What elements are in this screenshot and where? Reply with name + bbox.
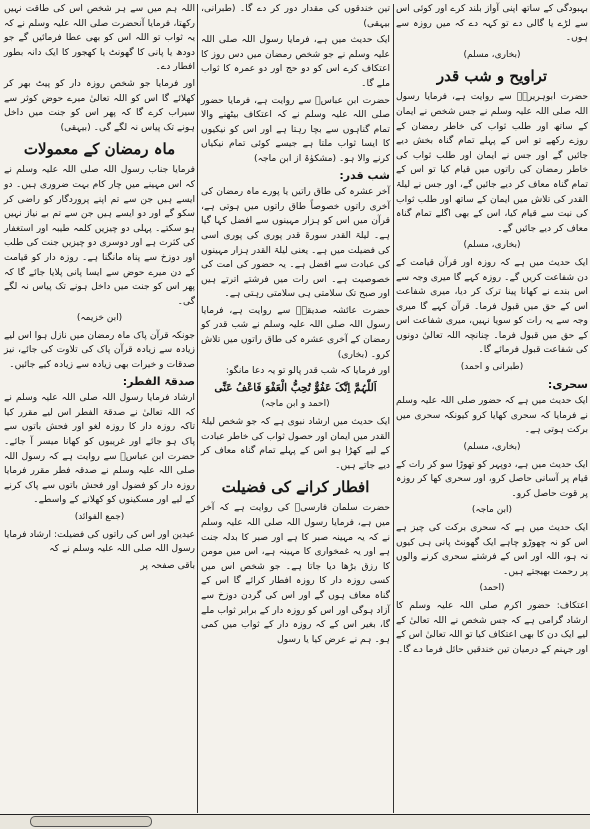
paragraph: ایک حدیث میں ہے کہ حضور صلی اللہ علیہ وسلم نے فرمایا کہ سحری کھایا کرو کیونکہ سحری میں برکت ہوتی ہے۔ xyxy=(396,395,588,436)
section-heading-iftar: افطار کرانے کی فضیلت xyxy=(221,478,370,497)
paragraph: ایک حدیث میں ہے، دوپہر کو تھوڑا سو کر رات کے قیام پر آسانی حاصل کرو، اور سحری کھا کر روزہ پر قوت حاصل کرو۔ xyxy=(396,458,588,499)
paragraph: حضرت ابوہریرہؓ سے روایت ہے، فرمایا رسول اللہ صلی اللہ علیہ وسلم نے جس شخص نے ایمان کے ساتھ اور طلب ثواب کی خاطر رمضان کے روزے رکھے تو اس کے پہلے تمام گناہ بخش دیے جائیں گے اور جس نے ایمان اور طلب ثواب کی خاطر رمضان کی راتوں میں قیام کیا تو اس کے تمام گناہ معاف کر دیے جائیں گے، اور جس نے لیلۃ القدر کی تلاش میں ایمان کے ساتھ اور طلب ثواب کی نیت سے قیام کیا، اس کے بھی اگلے تمام گناہ معاف کر دیے جائیں گے۔ xyxy=(396,91,588,234)
paragraph: آخر عشرہ کی طاق راتیں یا پورے ماہ رمضان کی آخری راتوں خصوصاً طاق راتوں میں ہوتی ہے، قرآن میں اس کو ہزار مہینوں سے افضل کہا گیا ہے۔ لیلۃ القدر سورۃ قدر پوری کی پوری اسی کی فضیلت میں ہے۔ یعنی لیلۃ القدر ہزار مہینوں کی عبادت سے افضل ہے۔ یہ حضور کی امت کی خصوصیت ہے۔ اس رات میں فرشتے اترتے ہیں اور صبح تک سلامتی ہی سلامتی رہتی ہے۔ xyxy=(201,186,390,300)
column-middle xyxy=(199,0,392,815)
paragraph: بہبودگی کے ساتھ اپنی آواز بلند کرے اور کوئی اس سے لڑے یا گالی دے تو کہہ دے کہ میں روزہ سے ہوں۔ xyxy=(396,3,588,44)
paragraph: اللہ ہم میں سے ہر شخص اس کی طاقت نہیں رکھتا، فرمایا آنحضرت صلی اللہ علیہ وسلم نے کہ یہ ثواب تو اللہ اس کو بھی عطا فرمائیں گے جو دودھ یا پانی کا گھونٹ یا کھجور کا ایک دانہ بطور افطار دے۔ xyxy=(4,3,195,73)
footer-ornament xyxy=(30,816,152,827)
section-heading-mamoolat: ماہ رمضان کے معمولات xyxy=(23,140,176,159)
paragraph: حضرت ابن عباسؓ سے روایت ہے، فرمایا حضور صلی اللہ علیہ وسلم نے کہ اعتکاف بیٹھنے والا تمام گناہوں سے بچا رہتا ہے اور اس کو نیکیوں کا ایسا ثواب ملتا ہے جیسے کوئی تمام نیکیاں کرنے والا ہو۔ (مشکوٰۃ از ابن ماجہ) xyxy=(201,94,390,164)
citation: (بخاری، مسلم) xyxy=(463,240,521,251)
paragraph: ارشاد فرمایا رسول اللہ صلی اللہ علیہ وسلم نے کہ اللہ تعالیٰ نے صدقۃ الفطر اس لیے مقرر کیا تاکہ روزہ دار کا روزہ لغو اور فحش باتوں سے پاک ہو جائے اور غریبوں کو کھانا میسر آ جائے۔ حضرت ابن عباسؓ سے روایت ہے کہ رسول اللہ صلی اللہ علیہ وسلم نے صدقہ فطر مقرر فرمایا روزہ دار کو فضول اور فحش باتوں سے پاک کرنے کے لیے اور مسکینوں کو کھلانے کے واسطے۔ xyxy=(4,392,195,506)
paragraph: ایک حدیث میں ہے کہ سحری برکت کی چیز ہے اس کو نہ چھوڑو چاہے ایک گھونٹ پانی ہی کیوں نہ ہو، اللہ اور اس کے فرشتے سحری کرنے والوں پر رحمت بھیجتے ہیں۔ xyxy=(396,522,588,577)
paragraph: عیدین اور اس کی راتوں کی فضیلت: ارشاد فرمایا رسول اللہ صلی اللہ علیہ وسلم نے کہ xyxy=(4,528,195,555)
paragraph: اور فرمایا کہ شب قدر پالو تو یہ دعا مانگو: xyxy=(225,365,390,377)
citation: (ابن خزیمہ) xyxy=(76,313,123,324)
citation: (احمد) xyxy=(479,583,505,594)
page-footer xyxy=(0,814,590,829)
column-left xyxy=(2,0,197,815)
paragraph: حضرت عائشہ صدیقہؓ سے روایت ہے، فرمایا رسول اللہ صلی اللہ علیہ وسلم نے شب قدر کو رمضان کے آخری عشرہ کی طاق راتوں میں تلاش کرو۔ (بخاری) xyxy=(201,304,390,360)
paragraph: جونکہ قرآن پاک ماہ رمضان میں نازل ہوا اس لیے زیادہ سے زیادہ قرآن پاک کی تلاوت کی جائے، نیز صدقات و خیرات بھی زیادہ سے زیادہ کیے جائیں۔ xyxy=(4,329,195,371)
section-heading-taraweeh: تراویح و شب قدر xyxy=(436,67,548,86)
paragraph: ایک حدیث میں ہے کہ روزہ اور قرآن قیامت کے دن شفاعت کریں گے۔ روزہ کہے گا میری وجہ سے اس بندے نے کھانا پینا ترک کر دیا، میری شفاعت اس کے حق میں قبول فرما۔ قرآن کہے گا میری وجہ سے یہ رات کو سویا نہیں، میری شفاعت اس کے حق میں قبول فرما۔ چنانچہ اللہ تعالیٰ دونوں کی شفاعت قبول فرمائے گا۔ xyxy=(396,256,588,356)
citation: (ابن ماجہ) xyxy=(471,505,513,516)
column-right xyxy=(394,0,590,815)
arabic-dua: اَللّٰہُمَّ اِنَّکَ عَفُوٌّ تُحِبُّ الْعَفْوَ فَاعْفُ عَنِّی xyxy=(214,381,377,394)
paragraph: ایک حدیث میں ہے، فرمایا رسول اللہ صلی اللہ علیہ وسلم نے جو شخص رمضان میں دس روز کا اعتکاف کرے اس کو دو حج اور دو عمرہ کا ثواب ملے گا۔ xyxy=(201,34,390,89)
paragraph: ایک حدیث میں ارشاد نبوی ہے کہ جو شخص لیلۃ القدر میں ایمان اور حصول ثواب کی خاطر عبادت کے لیے کھڑا ہو اس کے پہلے تمام گناہ معاف کر دیے جاتے ہیں۔ xyxy=(201,416,390,471)
paragraph: تین خندقوں کی مقدار دور کر دے گا۔ (طبرانی، بیہقی) xyxy=(201,3,390,29)
subheading-shab-e-qadr: شب قدر: xyxy=(339,168,390,182)
paragraph: اور فرمایا جو شخص روزہ دار کو پیٹ بھر کر کھلائے گا اس کو اللہ تعالیٰ میرے حوض کوثر سے سیراب کرے گا کہ پھر اس کو جنت میں داخل ہونے تک پیاس نہ لگے گی۔ (بیہقی) xyxy=(4,77,195,133)
column-divider xyxy=(197,4,198,813)
citation: (جمع الفوائد) xyxy=(74,512,125,522)
paragraph: فرمایا جناب رسول اللہ صلی اللہ علیہ وسلم نے کہ اس مہینے میں چار کام بہت ضروری ہیں۔ دو ایسے ہیں جن سے تم اپنے پروردگار کو راضی کر سکو گے اور دو ایسے ہیں جن سے تم بے نیاز نہیں ہو سکتے۔ پہلی دو چیزیں کلمہ طیبہ اور استغفار کی کثرت ہے اور دوسری دو چیزیں جنت کی طلب اور دوزخ سے پناہ مانگنا ہے۔ روزہ دار کو قیامت کے دن میرے حوض سے ایسا پانی پلایا جائے گا کہ پھر اس کو جنت میں داخل ہونے تک پیاس نہ لگے گی۔ xyxy=(4,164,195,307)
paragraph: اعتکاف: حضور اکرم صلی اللہ علیہ وسلم کا ارشاد گرامی ہے کہ جس شخص نے اللہ تعالیٰ کے لیے ایک دن کا بھی اعتکاف کیا تو اللہ تعالیٰ اس کے اور جہنم کے درمیان تین خندقیں حائل فرما دے گا۔ xyxy=(396,599,588,655)
citation: (طبرانی و احمد) xyxy=(460,362,524,373)
subheading-sehri: سحری: xyxy=(547,377,588,391)
continuation-note: باقی صفحہ پر xyxy=(140,559,195,571)
citation: (بخاری، مسلم) xyxy=(463,49,521,60)
citation: (بخاری، مسلم) xyxy=(463,442,521,453)
paragraph: حضرت سلمان فارسیؓ کی روایت ہے کہ آخر میں ہے، فرمایا رسول اللہ صلی اللہ علیہ وسلم نے کہ یہ مہینہ صبر کا ہے اور صبر کا بدلہ جنت ہے اور یہ غمخواری کا مہینہ ہے، اس میں مومن کا رزق بڑھا دیا جاتا ہے۔ جو شخص اس میں کسی روزہ دار کا روزہ افطار کرائے گا اس کے گناہ معاف ہوں گے اور اس کی گردن دوزخ سے آزاد ہوگی اور اس کو روزہ دار کے برابر ثواب ملے گا، بغیر اس کے کہ روزہ دار کے ثواب میں کمی ہو۔ ہم نے عرض کیا یا رسول xyxy=(201,502,390,645)
citation: (احمد و ابن ماجہ) xyxy=(261,399,330,410)
subheading-sadqat-ul-fitr: صدقۃ الفطر: xyxy=(122,374,195,388)
